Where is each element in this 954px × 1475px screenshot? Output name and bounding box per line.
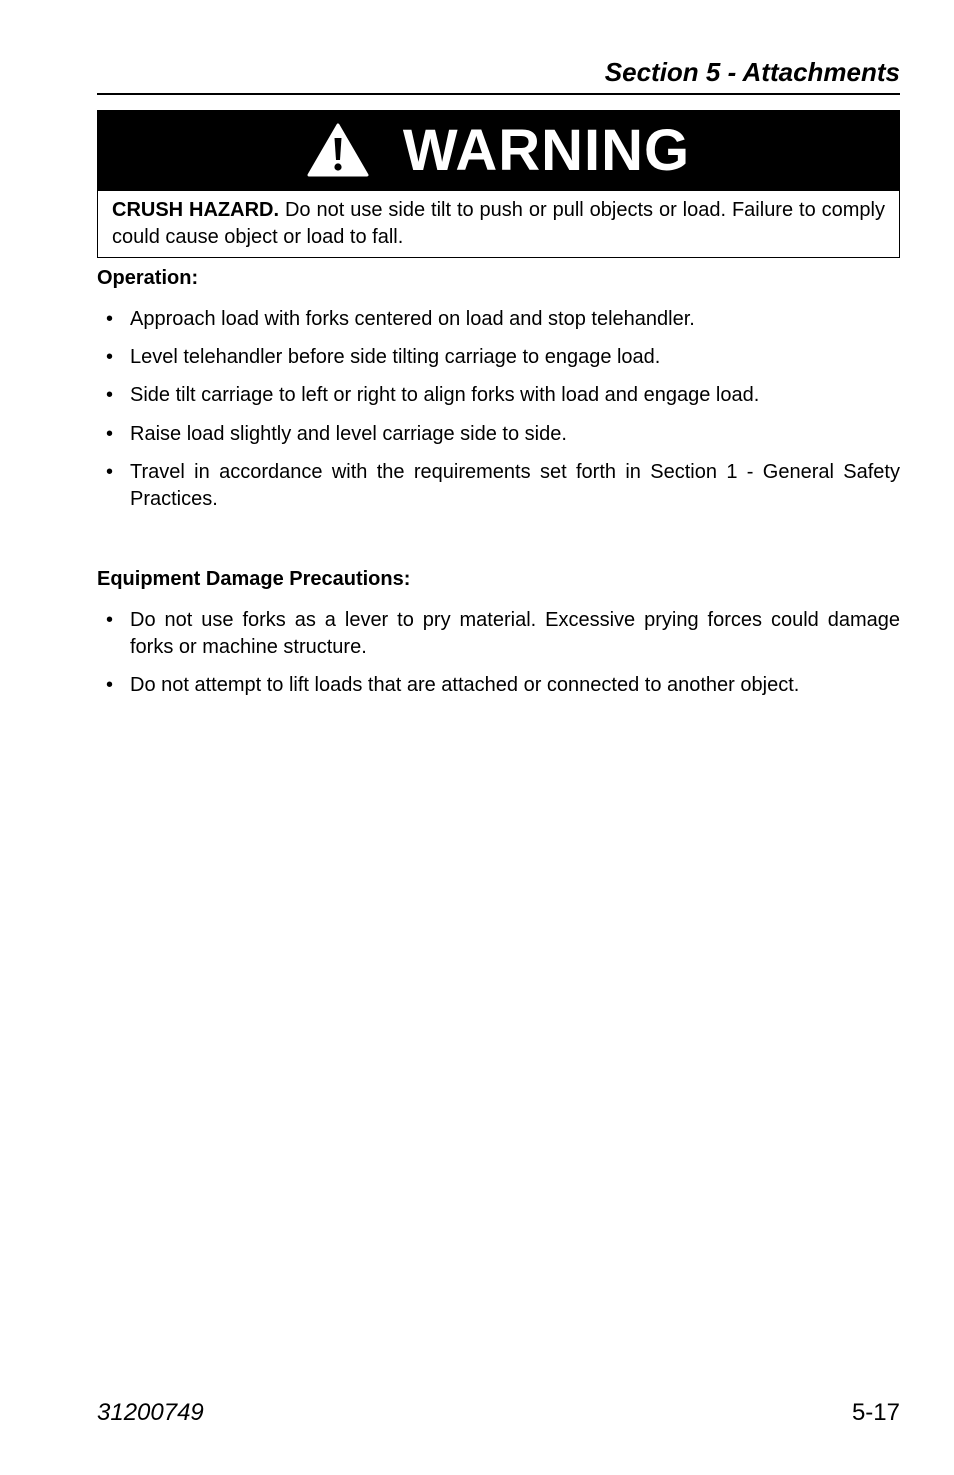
bullet-icon: • <box>106 461 114 483</box>
list-item-text: Do not attempt to lift loads that are attached or connected to another object. <box>130 674 800 696</box>
list-item-text: Do not use forks as a lever to pry material. Excessive prying forces could damage forks or machine structure. <box>130 609 900 658</box>
bullet-icon: • <box>106 346 114 368</box>
warning-word: WARNING <box>402 118 691 183</box>
list-item <box>97 421 900 448</box>
bullet-icon: • <box>106 674 114 696</box>
list-item <box>97 344 900 371</box>
list-item <box>97 672 900 699</box>
list-item-text: Side tilt carriage to left or right to align forks with load and engage load. <box>130 384 760 406</box>
precautions-heading: Equipment Damage Precautions: <box>97 568 411 590</box>
bullet-icon: • <box>106 609 114 631</box>
operation-heading: Operation: <box>97 267 199 289</box>
warning-triangle-icon <box>307 123 369 177</box>
precautions-list <box>97 607 900 699</box>
warning-box <box>97 110 900 258</box>
document-number: 31200749 <box>97 1399 204 1426</box>
warning-message <box>98 191 899 257</box>
operation-list <box>97 306 900 513</box>
header-rule <box>97 93 900 95</box>
list-item-text: Raise load slightly and level carriage side to side. <box>130 423 567 445</box>
bullet-icon: • <box>106 423 114 445</box>
hazard-text: Do not use side tilt to push or pull objects or load. Failure to comply could cause object or load to fall. <box>112 199 885 248</box>
list-item-text: Travel in accordance with the requirements set forth in Section 1 - General Safety Practices. <box>130 461 900 510</box>
list-item <box>97 306 900 333</box>
list-item <box>97 382 900 409</box>
hazard-label: CRUSH HAZARD. <box>112 199 280 221</box>
list-item-text: Level telehandler before side tilting carriage to engage load. <box>130 346 661 368</box>
page-number: 5-17 <box>851 1399 900 1426</box>
section-title: Section 5 - Attachments <box>604 57 900 87</box>
warning-banner <box>98 111 899 191</box>
list-item <box>97 459 900 513</box>
list-item-text: Approach load with forks centered on load and stop telehandler. <box>130 308 695 330</box>
list-item <box>97 607 900 661</box>
bullet-icon: • <box>106 308 114 330</box>
bullet-icon: • <box>106 384 114 406</box>
